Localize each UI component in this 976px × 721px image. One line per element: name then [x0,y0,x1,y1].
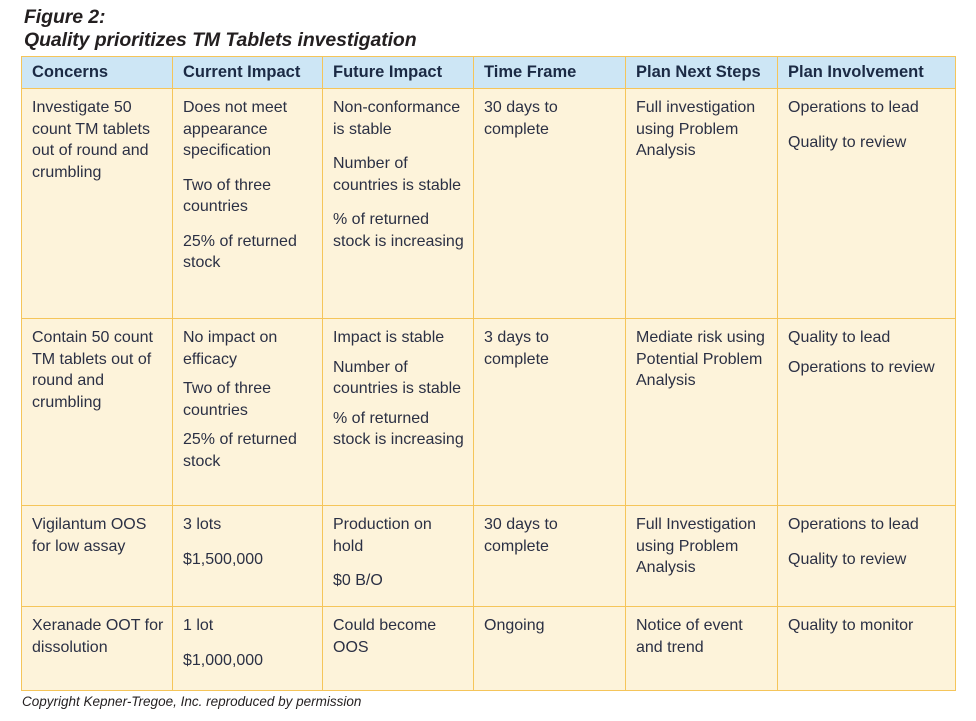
cell-paragraph: $1,000,000 [183,651,264,669]
copyright-notice: Copyright Kepner-Tregoe, Inc. reproduced by permission [22,694,362,709]
cell-time-frame [474,89,626,319]
cell-paragraph: Mediate risk using Potential Problem Analysis [636,329,765,389]
cell-paragraph: Quality to lead [788,329,891,346]
column-header-current-impact: Current Impact [173,57,323,89]
cell-paragraph: Number of countries is stable [333,155,462,194]
column-header-plan-next-steps: Plan Next Steps [626,57,778,89]
cell-paragraph: Full investigation using Problem Analysis [636,99,756,159]
cell-paragraph: 3 lots [183,516,222,533]
cell-paragraph: Notice of event and trend [636,617,743,656]
cell-paragraph: 25% of returned stock [183,431,297,470]
cell-paragraph: % of returned stock is increasing [333,211,464,250]
cell-plan-next-steps [626,607,778,691]
priority-matrix-table-wrapper [21,56,955,691]
cell-time-frame [474,319,626,506]
cell-paragraph: 3 days to complete [484,329,549,368]
table-body [22,89,956,691]
cell-plan-next-steps [626,319,778,506]
cell-time-frame [474,506,626,607]
cell-future-impact [323,319,474,506]
table-row [22,607,956,691]
cell-plan-next-steps [626,89,778,319]
cell-concerns [22,607,173,691]
cell-paragraph: Vigilantum OOS for low assay [32,516,147,555]
cell-paragraph: Quality to review [788,550,907,568]
cell-concerns [22,319,173,506]
figure-title: Quality prioritizes TM Tablets investigation [24,29,417,51]
cell-paragraph: Operations to review [788,358,935,376]
cell-paragraph: Quality to monitor [788,617,914,634]
cell-paragraph: Xeranade OOT for dissolution [32,617,164,656]
cell-paragraph: Two of three countries [183,176,272,215]
cell-plan-involvement [778,319,956,506]
cell-paragraph: Operations to lead [788,516,919,533]
cell-paragraph: Number of countries is stable [333,358,462,397]
cell-paragraph: Contain 50 count TM tablets out of round and crumbling [32,329,153,411]
cell-paragraph: 1 lot [183,617,214,634]
cell-paragraph: Ongoing [484,617,545,634]
cell-current-impact [173,607,323,691]
figure-caption [24,6,924,52]
cell-paragraph: Two of three countries [183,380,272,419]
cell-paragraph: Investigate 50 count TM tablets out of round and crumbling [32,99,150,181]
cell-plan-involvement [778,89,956,319]
cell-plan-involvement [778,607,956,691]
cell-paragraph: Operations to lead [788,99,919,116]
cell-time-frame [474,607,626,691]
column-header-time-frame: Time Frame [474,57,626,89]
cell-paragraph: 30 days to complete [484,516,558,555]
cell-paragraph: Impact is stable [333,329,445,346]
cell-future-impact [323,607,474,691]
table-header-row [22,57,956,89]
cell-paragraph: 25% of returned stock [183,232,297,271]
cell-paragraph: % of returned stock is increasing [333,409,464,448]
column-header-plan-involvement: Plan Involvement [778,57,956,89]
cell-paragraph: No impact on efficacy [183,329,278,368]
cell-paragraph: Does not meet appearance specification [183,99,288,159]
cell-paragraph: $0 B/O [333,572,383,589]
cell-paragraph: Could become OOS [333,617,437,656]
cell-future-impact [323,89,474,319]
cell-paragraph: Non-conformance is stable [333,99,461,138]
cell-current-impact [173,319,323,506]
cell-future-impact [323,506,474,607]
figure-label: Figure 2: [24,6,106,28]
table-row [22,319,956,506]
table-row [22,89,956,319]
column-header-concerns: Concerns [22,57,173,89]
cell-concerns [22,89,173,319]
cell-concerns [22,506,173,607]
cell-plan-next-steps [626,506,778,607]
column-header-future-impact: Future Impact [323,57,474,89]
cell-paragraph: Full Investigation using Problem Analysis [636,516,757,576]
cell-paragraph: Quality to review [788,133,907,151]
cell-current-impact [173,89,323,319]
cell-paragraph: $1,500,000 [183,550,264,568]
cell-paragraph: 30 days to complete [484,99,558,138]
cell-plan-involvement [778,506,956,607]
cell-paragraph: Production on hold [333,516,432,555]
table-header [22,57,956,89]
cell-current-impact [173,506,323,607]
priority-matrix-table [21,56,956,691]
table-row [22,506,956,607]
